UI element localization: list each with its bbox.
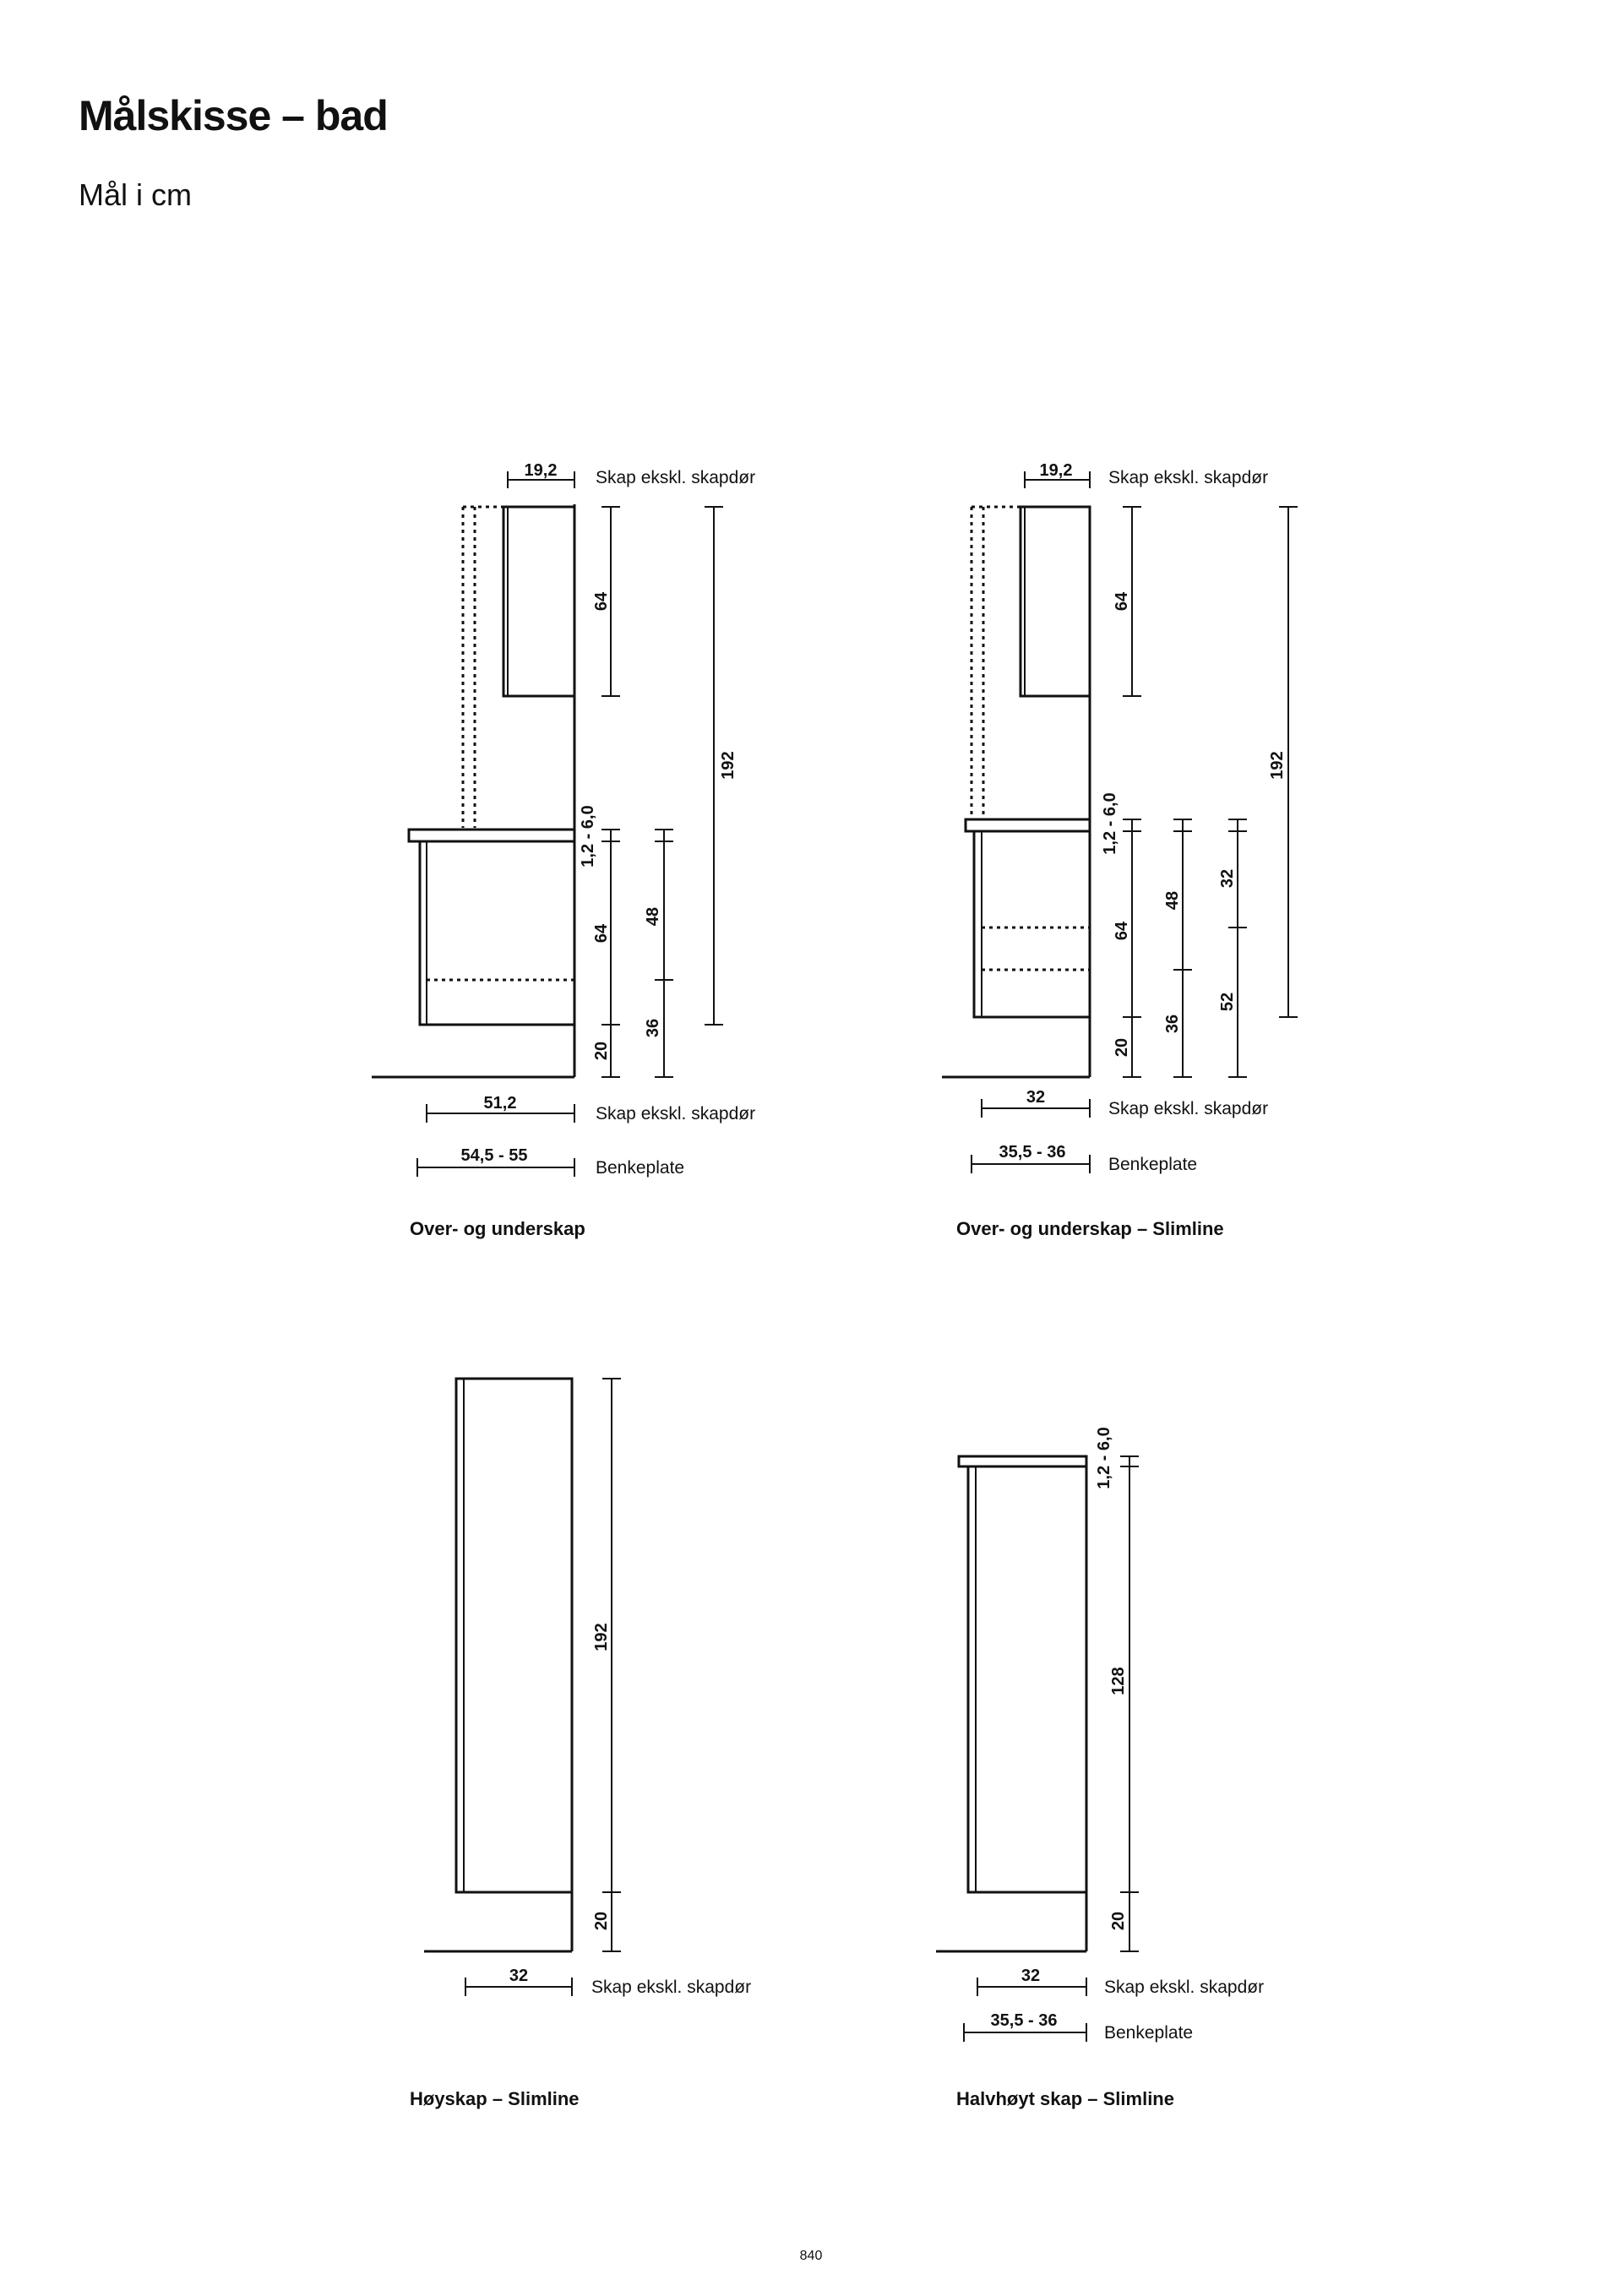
dim-lower-height: 64 (592, 923, 611, 944)
caption-halvhoyt-skap-slimline: Halvhøyt skap – Slimline (956, 2088, 1174, 2109)
dim-upper-height: 64 (1113, 591, 1131, 612)
dim-worktop-thickness: 1,2 - 6,0 (1095, 1427, 1113, 1489)
page-subtitle: Mål i cm (79, 177, 192, 212)
page-number: 840 (799, 2249, 823, 2263)
dim-height: 192 (592, 1623, 611, 1651)
dim-cabinet-width: 51,2 (483, 1094, 517, 1113)
dim-top-width: 19,2 (1039, 461, 1073, 480)
dim-lower-height: 64 (1113, 921, 1131, 941)
dim-upper-height: 64 (592, 591, 611, 612)
dim-cabinet-width: 32 (509, 1967, 529, 1985)
dim-inner-52: 52 (1218, 992, 1237, 1012)
dim-plinth: 20 (592, 1041, 611, 1061)
dim-worktop-thickness: 1,2 - 6,0 (1101, 792, 1119, 855)
dim-plinth: 20 (1113, 1037, 1131, 1058)
label-benkeplate: Benkeplate (1104, 2023, 1194, 2043)
caption-over-underskap-slimline: Over- og underskap – Slimline (956, 1218, 1224, 1239)
caption-hoyskap-slimline: Høyskap – Slimline (410, 2088, 580, 2109)
caption-over-underskap: Over- og underskap (410, 1218, 585, 1239)
dim-plinth: 20 (1109, 1911, 1128, 1931)
dim-worktop-thickness: 1,2 - 6,0 (579, 805, 597, 868)
dim-plinth: 20 (592, 1911, 611, 1931)
diagram-hoyskap-slimline-labels (410, 1623, 751, 2109)
diagram-over-underskap-slimline (942, 471, 1298, 1173)
label-benkeplate: Benkeplate (596, 1158, 685, 1178)
dim-worktop-width: 35,5 - 36 (990, 2011, 1058, 2030)
dim-worktop-width: 35,5 - 36 (999, 1143, 1066, 1162)
page-title: Målskisse – bad (79, 92, 388, 139)
label-skap-top: Skap ekskl. skapdør (596, 468, 756, 487)
dim-inner-upper: 48 (644, 906, 662, 927)
diagram-hoyskap-slimline (424, 1379, 621, 1996)
dim-worktop-width: 54,5 - 55 (460, 1146, 528, 1165)
diagram-halvhoyt-skap-slimline (936, 1456, 1139, 2042)
label-skap-bottom: Skap ekskl. skapdør (1108, 1099, 1269, 1118)
dim-inner-36: 36 (1163, 1014, 1182, 1034)
dim-total-height: 192 (1268, 751, 1287, 780)
dim-height: 128 (1109, 1667, 1128, 1695)
diagram-over-underskap (372, 471, 723, 1177)
label-skap-top: Skap ekskl. skapdør (1108, 468, 1269, 487)
diagram-halvhoyt-skap-slimline-labels (956, 1427, 1264, 2109)
dim-top-width: 19,2 (524, 461, 558, 480)
dim-inner-lower: 36 (644, 1018, 662, 1038)
dim-cabinet-width: 32 (1026, 1088, 1046, 1107)
label-skap: Skap ekskl. skapdør (1104, 1978, 1265, 1997)
label-skap: Skap ekskl. skapdør (591, 1978, 752, 1997)
dim-cabinet-width: 32 (1021, 1967, 1041, 1985)
dim-total-height: 192 (719, 751, 738, 780)
dim-inner-32: 32 (1218, 868, 1237, 889)
label-benkeplate: Benkeplate (1108, 1155, 1198, 1174)
dim-inner-48: 48 (1163, 890, 1182, 911)
diagram-over-underskap-labels (410, 461, 755, 1239)
label-skap-bottom: Skap ekskl. skapdør (596, 1104, 756, 1124)
